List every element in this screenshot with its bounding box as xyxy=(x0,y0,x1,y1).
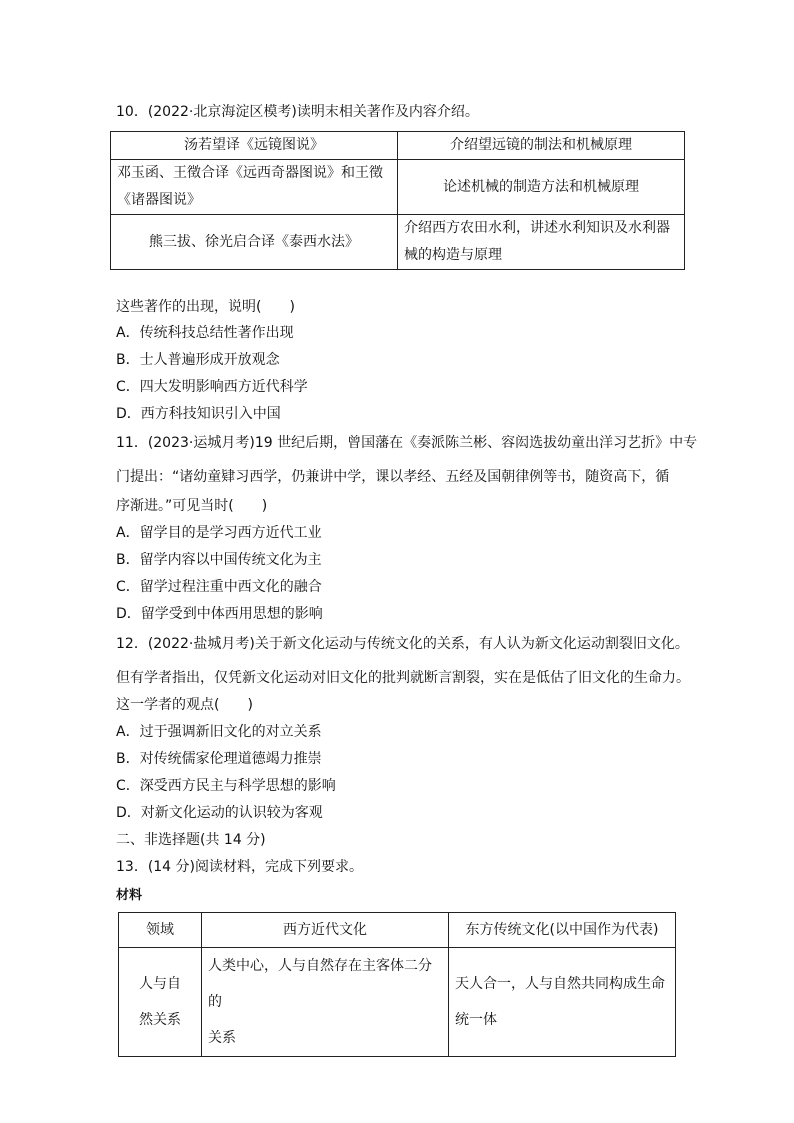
q13-table xyxy=(118,912,676,1057)
table-cell: 论述机械的制造方法和机械原理 xyxy=(398,160,685,215)
option-d: D．对新文化运动的认识较为客观 xyxy=(116,805,323,821)
material-label: 材料 xyxy=(116,888,143,903)
q13-stem: 13．(14 分)阅读材料，完成下列要求。 xyxy=(116,859,364,875)
option-d: D．西方科技知识引入中国 xyxy=(116,406,281,422)
table-row xyxy=(119,913,676,948)
table-header: 西方近代文化 xyxy=(202,913,449,948)
option-c: C．留学过程注重中西文化的融合 xyxy=(116,579,322,595)
option-a: A．留学目的是学习西方近代工业 xyxy=(116,525,322,541)
q11-line: 序渐进。”可见当时( ) xyxy=(116,498,268,514)
table-row xyxy=(111,160,685,215)
q10-stem: 10．(2022·北京海淀区模考)读明末相关著作及内容介绍。 xyxy=(116,104,479,120)
cell-line: 人类中心，人与自然存在主客体二分的 xyxy=(208,958,432,1010)
option-b: B．士人普遍形成开放观念 xyxy=(116,352,280,368)
option-b: B．对传统儒家伦理道德竭力推崇 xyxy=(116,751,322,767)
q11-line: 门提出：“诸幼童肄习西学，仍兼讲中学，课以孝经、五经及国朝律例等书，随资高下，循 xyxy=(116,469,670,485)
table-row xyxy=(111,215,685,270)
cell-line: 人与自 xyxy=(139,976,181,992)
q12-line: 但有学者指出，仅凭新文化运动对旧文化的批判就断言割裂，实在是低估了旧文化的生命力。 xyxy=(116,670,690,686)
cell-line: 械的构造与原理 xyxy=(404,247,502,263)
q10-question: 这些著作的出现，说明( ) xyxy=(116,299,295,315)
cell-line: 介绍西方农田水利，讲述水利知识及水利器 xyxy=(404,220,670,236)
q12-line: 12．(2022·盐城月考)关于新文化运动与传统文化的关系，有人认为新文化运动割裂旧文化。 xyxy=(116,636,689,652)
table-header: 东方传统文化(以中国作为代表) xyxy=(449,913,676,948)
q11-line: 11．(2023·运城月考)19 世纪后期，曾国藩在《奏派陈兰彬、容闳选拔幼童出洋习艺折》中专 xyxy=(116,435,698,451)
table-header: 领域 xyxy=(119,913,202,948)
table-cell xyxy=(111,160,398,215)
section-heading: 二、非选择题(共 14 分) xyxy=(116,832,266,848)
table-row xyxy=(111,132,685,160)
table-cell xyxy=(398,215,685,270)
option-c: C．深受西方民主与科学思想的影响 xyxy=(116,778,336,794)
table-cell: 介绍望远镜的制法和机械原理 xyxy=(398,132,685,160)
q10-table xyxy=(110,131,685,270)
table-cell xyxy=(202,948,449,1057)
table-cell: 熊三拔、徐光启合译《泰西水法》 xyxy=(111,215,398,270)
option-a: A．传统科技总结性著作出现 xyxy=(116,325,294,341)
option-b: B．留学内容以中国传统文化为主 xyxy=(116,552,322,568)
option-c: C．四大发明影响西方近代科学 xyxy=(116,379,308,395)
cell-line: 《诸器图说》 xyxy=(117,192,201,208)
option-a: A．过于强调新旧文化的对立关系 xyxy=(116,724,322,740)
table-cell xyxy=(449,948,676,1057)
option-d: D．留学受到中体西用思想的影响 xyxy=(116,606,323,622)
q12-line: 这一学者的观点( ) xyxy=(116,697,253,713)
cell-line: 邓玉函、王徵合译《远西奇器图说》和王徵 xyxy=(117,165,383,181)
cell-line: 天人合一，人与自然共同构成生命 xyxy=(455,976,665,992)
table-cell xyxy=(119,948,202,1057)
cell-line: 关系 xyxy=(208,1030,236,1046)
cell-line: 统一体 xyxy=(455,1012,497,1028)
table-cell: 汤若望译《远镜图说》 xyxy=(111,132,398,160)
cell-line: 然关系 xyxy=(139,1012,181,1028)
table-row xyxy=(119,948,676,1057)
